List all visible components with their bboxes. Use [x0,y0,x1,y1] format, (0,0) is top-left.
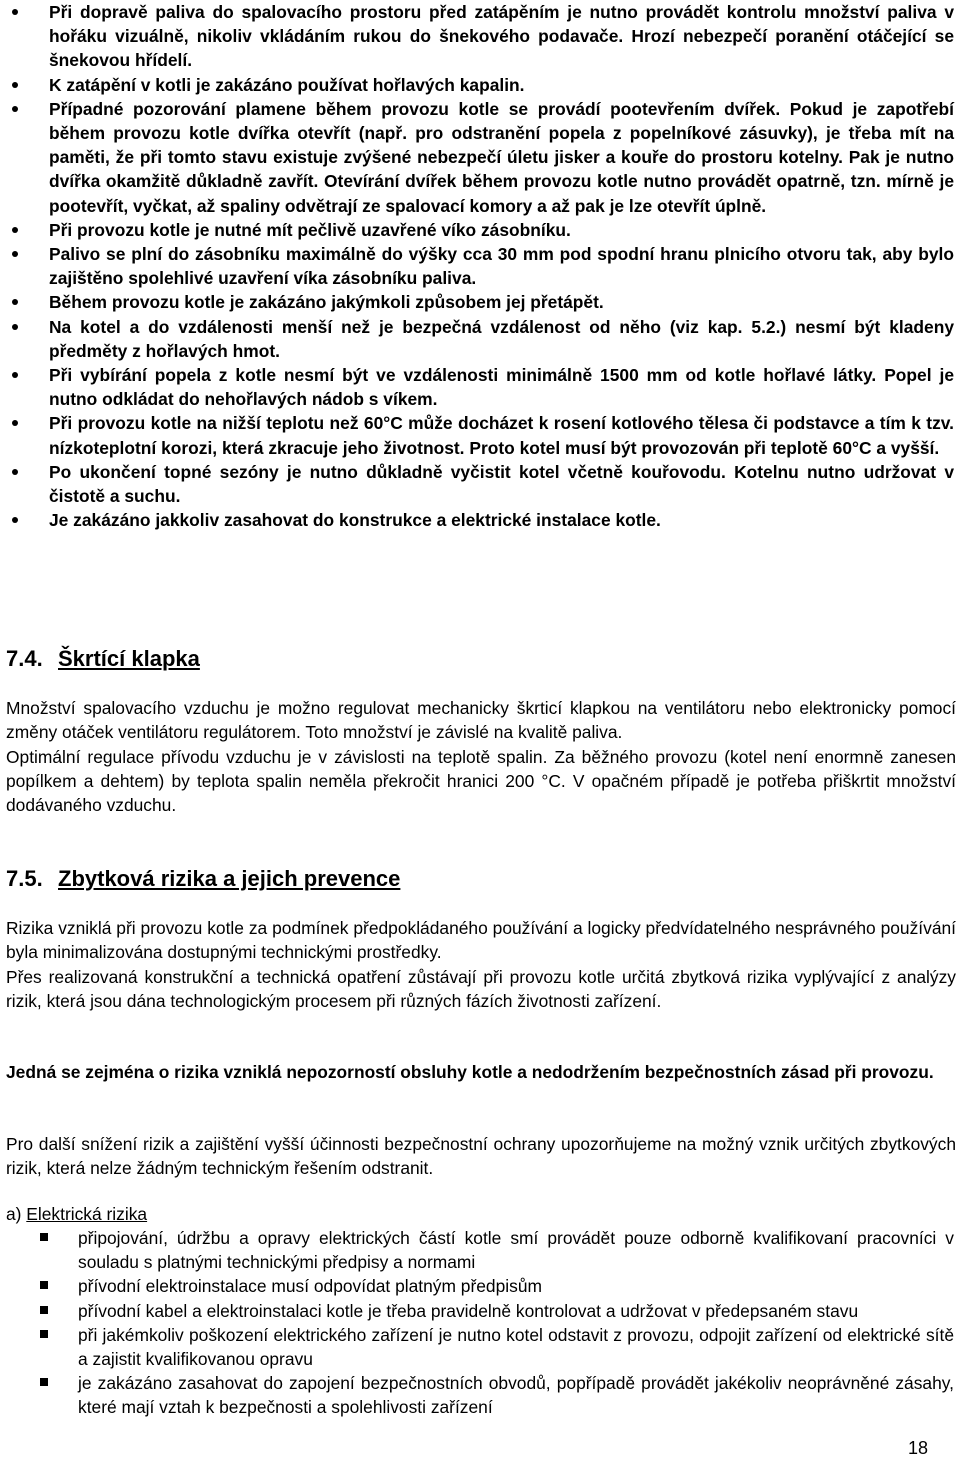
bullet-dot-icon [12,227,18,233]
paragraph: Rizika vzniklá při provozu kotle za podmínek předpokládaného používání a logicky předvídatelného nesprávného používání byla minimalizována dostupnými technickými prostředky. [6,918,956,963]
subsection-heading [6,1202,956,1226]
paragraph: Množství spalovacího vzduchu je možno regulovat mechanicky škrticí klapkou na ventilátoru nebo elektronicky pomocí změny otáček ventilátoru regulátorem. Toto množství je závislé na kvalitě paliva. [6,698,956,743]
list-item: Při vybírání popela z kotle nesmí být ve vzdálenosti minimálně 1500 mm od kotle hořlavé látky. Popel je nutno odkládat do nehořlavých nádob s víkem. [0,363,960,411]
subsection-prefix: a) [6,1204,27,1224]
paragraph: Pro další snížení rizik a zajištění vyšší účinnosti bezpečnostní ochrany upozorňujeme na možný vznik určitých zbytkových rizik, která nelze žádným technickým řešením odstranit. [6,1134,956,1179]
safety-bullet-list [0,0,960,532]
bullet-dot-icon [12,517,18,523]
square-bullet-icon [40,1281,48,1289]
section-title: Škrtící klapka [58,646,200,671]
paragraph: Optimální regulace přívodu vzduchu je v závislosti na teplotě spalin. Za běžného provozu (kotel není enormně zanesen popílkem a dehtem) by teplota spalin neměla překročit hranici 200 °C. V opačném případě je potřeba přiškrtit množství dodávaného vzduchu. [6,747,956,816]
square-bullet-icon [40,1233,48,1241]
section-heading-7-4 [6,646,200,672]
bullet-dot-icon [12,420,18,426]
bullet-dot-icon [12,324,18,330]
list-item: Je zakázáno jakkoliv zasahovat do konstrukce a elektrické instalace kotle. [0,508,960,532]
page-number: 18 [907,1438,928,1458]
list-item: připojování, údržbu a opravy elektrických částí kotle smí provádět pouze odborně kvalifikovaní pracovníci v souladu s platnými technickými předpisy a normami [0,1226,960,1274]
list-item: Při provozu kotle na nižší teplotu než 60°C může docházet k rosení kotlového tělesa či podstavce a tím k tzv. nízkoteplotní korozi, která zkracuje jeho životnost. Proto kotel musí být provozován při teplotě 60°C a vyšší. [0,411,960,459]
section-title: Zbytková rizika a jejich prevence [58,866,401,891]
list-item: při jakémkoliv poškození elektrického zařízení je nutno kotel odstavit z provozu, odpojit zařízení od elektrické sítě a zajistit kvalifikovanou opravu [0,1323,960,1371]
bullet-dot-icon [12,251,18,257]
bullet-dot-icon [12,469,18,475]
square-bullet-icon [40,1378,48,1386]
list-item: Při dopravě paliva do spalovacího prostoru před zatápěním je nutno provádět kontrolu množství paliva v hořáku vizuálně, nikoliv vkládáním rukou do šnekového podavače. Hrozí nebezpečí poranění otáčející se šnekovou hřídelí. [0,0,960,73]
list-item: Na kotel a do vzdálenosti menší než je bezpečná vzdálenost od něho (viz kap. 5.2.) nesmí být kladeny předměty z hořlavých hmot. [0,315,960,363]
bullet-dot-icon [12,9,18,15]
list-item: Během provozu kotle je zakázáno jakýmkoli způsobem jej přetápět. [0,290,960,314]
bullet-dot-icon [12,82,18,88]
list-item: přívodní elektroinstalace musí odpovídat platným předpisům [0,1274,960,1298]
bold-paragraph: Jedná se zejména o rizika vzniklá nepozorností obsluhy kotle a nedodržením bezpečnostních zásad při provozu. [6,1062,934,1082]
bullet-dot-icon [12,299,18,305]
list-item: Palivo se plní do zásobníku maximálně do výšky cca 30 mm pod spodní hranu plnicího otvoru tak, aby bylo zajištěno spolehlivé uzavření víka zásobníku paliva. [0,242,960,290]
section-heading-7-5 [6,866,400,892]
section-number: 7.5. [6,866,43,891]
list-item: přívodní kabel a elektroinstalaci kotle je třeba pravidelně kontrolovat a udržovat v předepsaném stavu [0,1299,960,1323]
list-item: Po ukončení topné sezóny je nutno důkladně vyčistit kotel včetně kouřovodu. Kotelnu nutno udržovat v čistotě a suchu. [0,460,960,508]
list-item: je zakázáno zasahovat do zapojení bezpečnostních obvodů, popřípadě provádět jakékoliv neoprávněné zásahy, které mají vztah k bezpečnosti a spolehlivosti zařízení [0,1371,960,1419]
bullet-dot-icon [12,372,18,378]
subsection-title: Elektrická rizika [26,1204,148,1224]
electrical-risk-list [0,1226,960,1420]
section-number: 7.4. [6,646,43,671]
square-bullet-icon [40,1330,48,1338]
list-item: K zatápění v kotli je zakázáno používat hořlavých kapalin. [0,73,960,97]
bullet-dot-icon [12,106,18,112]
square-bullet-icon [40,1306,48,1314]
paragraph: Přes realizovaná konstrukční a technická opatření zůstávají při provozu kotle určitá zbytková rizika vyplývající z analýzy rizik, která jsou dána technologickým procesem při různých fázích životnosti zařízení. [6,967,956,1012]
list-item: Při provozu kotle je nutné mít pečlivě uzavřené víko zásobníku. [0,218,960,242]
list-item: Případné pozorování plamene během provozu kotle se provádí pootevřením dvířek. Pokud je zapotřebí během provozu kotle dvířka otevřít (např. pro odstranění popela z popelníkové zásuvky), je třeba mít na paměti, že při tomto stavu existuje zvýšené nebezpečí úletu jisker a kouře do prostoru kotelny. Pak je nutno dvířka okamžitě důkladně zavřít. Otevírání dvířek během provozu kotle nutno provádět opatrně, tzn. mírně je pootevřít, vyčkat, až spaliny odvětrají ze spalovací komory a až pak je lze otevřít úplně. [0,97,960,218]
